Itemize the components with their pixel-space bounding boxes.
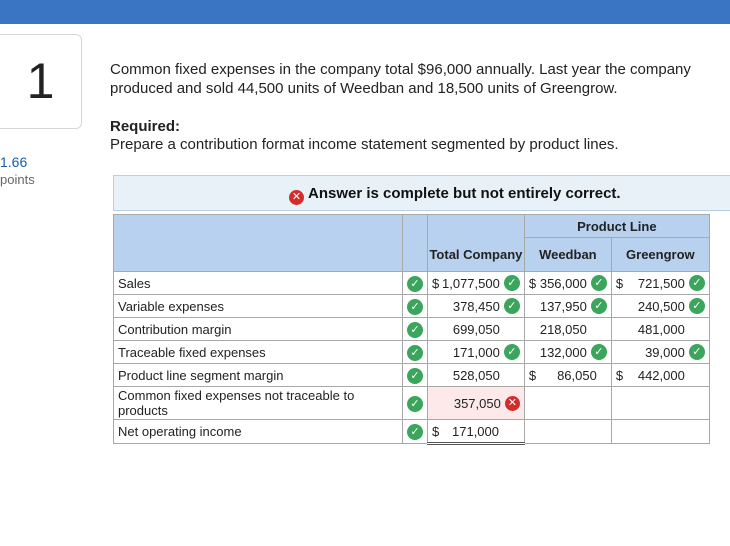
check-circle-icon: ✓ bbox=[591, 275, 607, 291]
banner-message: Answer is complete but not entirely correct. bbox=[308, 185, 621, 202]
greengrow-variable-cell[interactable]: 240,500 ✓ bbox=[611, 295, 709, 318]
row-label: Traceable fixed expenses bbox=[114, 341, 403, 364]
greengrow-contribution-cell[interactable]: 481,000 bbox=[611, 318, 709, 341]
table-row bbox=[114, 318, 710, 341]
header-row-2 bbox=[114, 238, 710, 272]
x-circle-icon: ✕ bbox=[289, 190, 304, 205]
header-row-1 bbox=[114, 215, 710, 238]
question-number: 1 bbox=[26, 53, 55, 109]
required-heading: Required: bbox=[110, 118, 181, 135]
weedban-segment-margin-cell[interactable]: $ 86,050 bbox=[524, 364, 611, 387]
row-label: Product line segment margin bbox=[114, 364, 403, 387]
weedban-net-income-cell bbox=[524, 420, 611, 444]
row-label: Sales bbox=[114, 272, 403, 295]
greengrow-segment-margin-cell[interactable]: $ 442,000 bbox=[611, 364, 709, 387]
greengrow-traceable-cell[interactable]: 39,000 ✓ bbox=[611, 341, 709, 364]
total-net-income-cell[interactable]: $ 171,000 bbox=[428, 420, 525, 444]
table-row bbox=[114, 295, 710, 318]
table-row bbox=[114, 387, 710, 420]
check-circle-icon: ✓ bbox=[407, 299, 423, 315]
weedban-contribution-cell[interactable]: 218,050 bbox=[524, 318, 611, 341]
check-circle-icon: ✓ bbox=[689, 298, 705, 314]
row-label: Contribution margin bbox=[114, 318, 403, 341]
row-label: Common fixed expenses not traceable to products bbox=[114, 387, 403, 420]
question-text bbox=[110, 60, 730, 98]
check-circle-icon: ✓ bbox=[407, 396, 423, 412]
weedban-traceable-cell[interactable]: 132,000 ✓ bbox=[524, 341, 611, 364]
total-sales-cell[interactable]: $ 1,077,500 ✓ bbox=[428, 272, 525, 295]
greengrow-common-fixed-cell bbox=[611, 387, 709, 420]
header-greengrow: Greengrow bbox=[611, 238, 709, 272]
check-circle-icon: ✓ bbox=[591, 298, 607, 314]
total-contribution-cell[interactable]: 699,050 bbox=[428, 318, 525, 341]
weedban-common-fixed-cell bbox=[524, 387, 611, 420]
header-weedban: Weedban bbox=[524, 238, 611, 272]
greengrow-sales-cell[interactable]: $ 721,500 ✓ bbox=[611, 272, 709, 295]
x-circle-icon: ✕ bbox=[505, 396, 520, 411]
header-product-line: Product Line bbox=[524, 215, 709, 238]
income-statement-table bbox=[113, 214, 710, 445]
check-circle-icon: ✓ bbox=[689, 344, 705, 360]
table-row bbox=[114, 364, 710, 387]
total-common-fixed-cell[interactable]: 357,050 ✕ bbox=[428, 387, 525, 420]
answer-status-banner bbox=[113, 175, 730, 211]
question-number-box bbox=[0, 34, 82, 129]
total-variable-cell[interactable]: 378,450 ✓ bbox=[428, 295, 525, 318]
row-label: Variable expenses bbox=[114, 295, 403, 318]
row-label: Net operating income bbox=[114, 420, 403, 444]
check-circle-icon: ✓ bbox=[689, 275, 705, 291]
table-row bbox=[114, 420, 710, 444]
points-label: points bbox=[0, 172, 35, 187]
table-row bbox=[114, 341, 710, 364]
question-text-line1: Common fixed expenses in the company total $96,000 annually. Last year the company bbox=[110, 61, 691, 78]
question-text-line2: produced and sold 44,500 units of Weedban and 18,500 units of Greengrow. bbox=[110, 80, 618, 97]
check-circle-icon: ✓ bbox=[591, 344, 607, 360]
required-text: Prepare a contribution format income statement segmented by product lines. bbox=[110, 136, 619, 153]
check-circle-icon: ✓ bbox=[504, 298, 520, 314]
check-circle-icon: ✓ bbox=[407, 322, 423, 338]
top-bar bbox=[0, 0, 730, 24]
total-traceable-cell[interactable]: 171,000 ✓ bbox=[428, 341, 525, 364]
points-value: 1.66 bbox=[0, 154, 28, 170]
check-circle-icon: ✓ bbox=[407, 345, 423, 361]
check-circle-icon: ✓ bbox=[504, 275, 520, 291]
weedban-variable-cell[interactable]: 137,950 ✓ bbox=[524, 295, 611, 318]
table-row bbox=[114, 272, 710, 295]
total-segment-margin-cell[interactable]: 528,050 bbox=[428, 364, 525, 387]
check-circle-icon: ✓ bbox=[504, 344, 520, 360]
weedban-sales-cell[interactable]: $ 356,000 ✓ bbox=[524, 272, 611, 295]
greengrow-net-income-cell bbox=[611, 420, 709, 444]
check-circle-icon: ✓ bbox=[407, 424, 423, 440]
check-circle-icon: ✓ bbox=[407, 368, 423, 384]
check-circle-icon: ✓ bbox=[407, 276, 423, 292]
header-total-company: Total Company bbox=[428, 238, 525, 272]
